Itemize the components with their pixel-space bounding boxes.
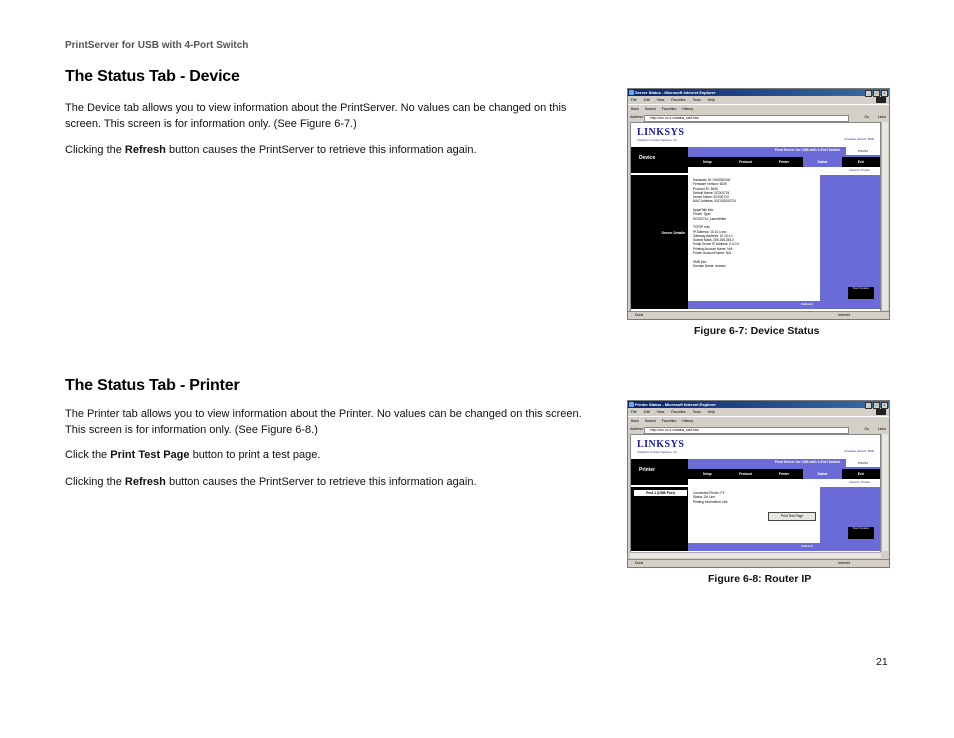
right-column <box>820 175 880 301</box>
port-label: Port 1 (USB Port) <box>634 490 687 496</box>
go-button: Go <box>864 427 869 431</box>
back-button: Back <box>631 419 639 423</box>
sub-tab-labels: Device | Printer <box>849 480 870 484</box>
section-label: Device <box>639 155 656 161</box>
maximize-icon: □ <box>873 402 880 409</box>
printer-para-3-bold: Refresh <box>124 476 166 488</box>
menu-tools: Tools <box>692 410 701 414</box>
favorites-button: Favorites <box>661 419 677 423</box>
maximize-icon: □ <box>873 90 880 97</box>
printer-info-list <box>693 491 728 504</box>
printer-para-2 <box>65 447 590 463</box>
refresh-button: Refresh <box>794 301 820 308</box>
vertical-scrollbar <box>881 434 888 551</box>
device-status-screenshot <box>627 88 890 320</box>
minimize-icon: _ <box>865 90 872 97</box>
address-bar <box>628 113 889 122</box>
page-number: 21 <box>876 656 888 668</box>
favorites-button: Favorites <box>661 107 677 111</box>
firmware-version: Firmware Version: 6039 <box>844 137 874 141</box>
info-line: SC000724_LaserWriter <box>693 216 727 221</box>
history-button: History <box>682 419 694 423</box>
figure-6-8-caption: Figure 6-8: Router IP <box>708 573 812 585</box>
info-line: Firmware Version: 6039 <box>693 182 727 187</box>
info-line: IP Address: 10.10.x.xxx <box>693 229 727 234</box>
sub-tabs <box>688 167 880 175</box>
tab-printer: Printer <box>778 160 790 164</box>
tab-setup: Setup <box>702 160 712 164</box>
bottom-bar <box>631 301 880 309</box>
printer-para-3-pre: Clicking the <box>65 476 125 488</box>
model-number: PSUS4 <box>846 459 880 467</box>
printer-para-3-post: button causes the PrintServer to retrieve this information again. <box>165 476 477 488</box>
linksys-tagline: A Division of Cisco Systems, Inc. <box>637 450 678 454</box>
info-line: AppleTalk Info: <box>693 208 714 213</box>
ie-icon <box>629 402 634 407</box>
tab-setup: Setup <box>702 472 712 476</box>
tab-protocol: Protocol <box>739 472 753 476</box>
search-button: Search <box>644 419 656 423</box>
links-label: Links <box>877 115 886 119</box>
info-line: Printing Account Name: N/A <box>693 246 733 251</box>
running-head: PrintServer for USB with 4-Port Switch <box>65 40 249 51</box>
printer-para-1: The Printer tab allows you to view information about the Printer. No values can be changed on this screen. This screen is for information only. (See Figure 6-8.) <box>65 408 582 436</box>
menu-edit: Edit <box>643 98 650 102</box>
model-number: PSUS4 <box>846 147 880 155</box>
printer-para-2-pre: Click the <box>65 449 111 461</box>
left-column <box>631 487 688 543</box>
history-button: History <box>682 107 694 111</box>
product-name: Print Server for USB with 4-Port Switch <box>774 148 840 152</box>
address-field: http://xxx.xx.x.x/status_stat.htm <box>644 115 849 122</box>
tab-exit: Exit <box>857 160 864 164</box>
menu-file: File <box>631 98 637 102</box>
status-bar <box>628 559 889 567</box>
sub-tabs <box>688 479 880 487</box>
section-header <box>631 459 688 485</box>
tab-status: Status <box>803 157 841 167</box>
cisco-logo: Cisco Systems <box>848 527 874 539</box>
info-line: Default Name: SC000724 <box>693 190 730 195</box>
windows-logo-icon <box>876 409 886 415</box>
sub-tab-labels: Device | Printer <box>849 168 870 172</box>
links-label: Links <box>877 427 886 431</box>
back-button: Back <box>631 107 639 111</box>
status-done: Done <box>635 561 644 565</box>
device-section-title: The Status Tab - Device <box>65 68 240 85</box>
printer-para-3 <box>65 474 590 490</box>
nav-tabs <box>688 157 880 167</box>
printer-status-screenshot <box>627 400 890 568</box>
info-line: Email Server IP Address: 0.0.0.0 <box>693 242 740 247</box>
tab-protocol: Protocol <box>739 160 753 164</box>
device-para-2 <box>65 142 590 158</box>
info-line: Gateway Address: 10.10.x.1 <box>693 233 733 238</box>
info-line: Connected Printer: P1 <box>693 491 725 495</box>
left-column <box>631 175 688 301</box>
product-name: Print Server for USB with 4-Port Switch <box>774 460 840 464</box>
server-details-label: Server Details <box>661 231 685 235</box>
info-line: Printing Information: Idle <box>693 499 728 504</box>
printer-section-title: The Status Tab - Printer <box>65 377 240 394</box>
figure-6-7-caption: Figure 6-7: Device Status <box>694 325 820 337</box>
go-button: Go <box>864 115 869 119</box>
status-done: Done <box>635 313 644 317</box>
close-icon: × <box>881 402 888 409</box>
info-line: Protocol ID: 3845 <box>693 186 718 191</box>
address-bar <box>628 425 889 434</box>
info-line: Printer Type: <box>693 212 712 217</box>
section-header <box>631 147 688 173</box>
device-para-2-pre: Clicking the <box>65 144 125 156</box>
menu-favorites: Favorites <box>671 410 686 414</box>
info-line: Hardware ID: 0400000000 <box>693 178 731 182</box>
info-line: Printer Account Name: N/A <box>693 251 732 256</box>
print-test-page-button: Print Test Page <box>768 512 816 521</box>
linksys-tagline: A Division of Cisco Systems, Inc. <box>637 138 678 142</box>
device-info-list <box>693 178 739 268</box>
menu-favorites: Favorites <box>671 98 686 102</box>
main-column <box>688 487 820 543</box>
horizontal-scrollbar <box>630 552 881 558</box>
info-line: TCP/IP Info: <box>693 225 711 230</box>
window-title: Printer Status - Microsoft Internet Explorer <box>635 402 716 407</box>
firmware-version: Firmware Version: 6039 <box>844 449 874 453</box>
status-zone: Internet <box>838 561 850 565</box>
section-label: Printer <box>639 467 656 473</box>
right-column <box>820 487 880 543</box>
info-line: Status: On Line <box>693 495 715 500</box>
info-line: Server Name: SC000724 <box>693 195 729 200</box>
window-title: Server Status - Microsoft Internet Explorer <box>635 90 716 95</box>
vertical-scrollbar <box>881 122 888 310</box>
menu-help: Help <box>707 98 715 102</box>
printer-para-2-post: button to print a test page. <box>189 449 321 461</box>
menu-view: View <box>656 98 665 102</box>
address-field: http://xxx.xx.x.x/status_stat.htm <box>644 427 849 434</box>
tab-status: Status <box>803 469 841 479</box>
address-label: Address <box>630 115 643 119</box>
browser-viewport <box>630 434 881 553</box>
status-bar <box>628 311 889 319</box>
close-icon: × <box>881 90 888 97</box>
menu-file: File <box>631 410 637 414</box>
info-line: SMB Info: <box>693 259 707 264</box>
menu-view: View <box>656 410 665 414</box>
minimize-icon: _ <box>865 402 872 409</box>
printer-para-2-bold: Print Test Page <box>110 449 190 461</box>
refresh-button: Refresh <box>794 543 820 550</box>
info-line: Subnet Mask: 255.255.255.0 <box>693 238 734 243</box>
cisco-logo: Cisco Systems <box>848 287 874 299</box>
menu-bar <box>628 96 889 104</box>
linksys-logo: LINKSYS <box>637 127 685 138</box>
device-para-2-bold: Refresh <box>124 144 166 156</box>
menu-edit: Edit <box>643 410 650 414</box>
tab-exit: Exit <box>857 472 864 476</box>
bottom-bar-blue <box>688 301 880 309</box>
status-zone: Internet <box>838 313 850 317</box>
ie-icon <box>629 90 634 95</box>
browser-viewport <box>630 122 881 312</box>
linksys-logo: LINKSYS <box>637 439 685 450</box>
info-line: MAC Address: 00C002000724 <box>693 199 737 204</box>
search-button: Search <box>644 107 656 111</box>
nav-tabs <box>688 469 880 479</box>
address-label: Address <box>630 427 643 431</box>
menu-bar <box>628 408 889 416</box>
tab-printer: Printer <box>778 472 790 476</box>
window-title-bar <box>628 89 889 96</box>
device-para-1: The Device tab allows you to view information about the PrintServer. No values can be changed on this screen. This screen is for information only. (See Figure 6-7.) <box>65 102 567 130</box>
window-title-bar <box>628 401 889 408</box>
main-column <box>688 175 820 301</box>
menu-tools: Tools <box>692 98 701 102</box>
menu-help: Help <box>707 410 715 414</box>
windows-logo-icon <box>876 97 886 103</box>
info-line: Domain Name: domain <box>693 263 726 268</box>
device-para-2-post: button causes the PrintServer to retrieve this information again. <box>165 144 477 156</box>
bottom-bar <box>631 543 880 551</box>
bottom-bar-blue <box>688 543 880 551</box>
